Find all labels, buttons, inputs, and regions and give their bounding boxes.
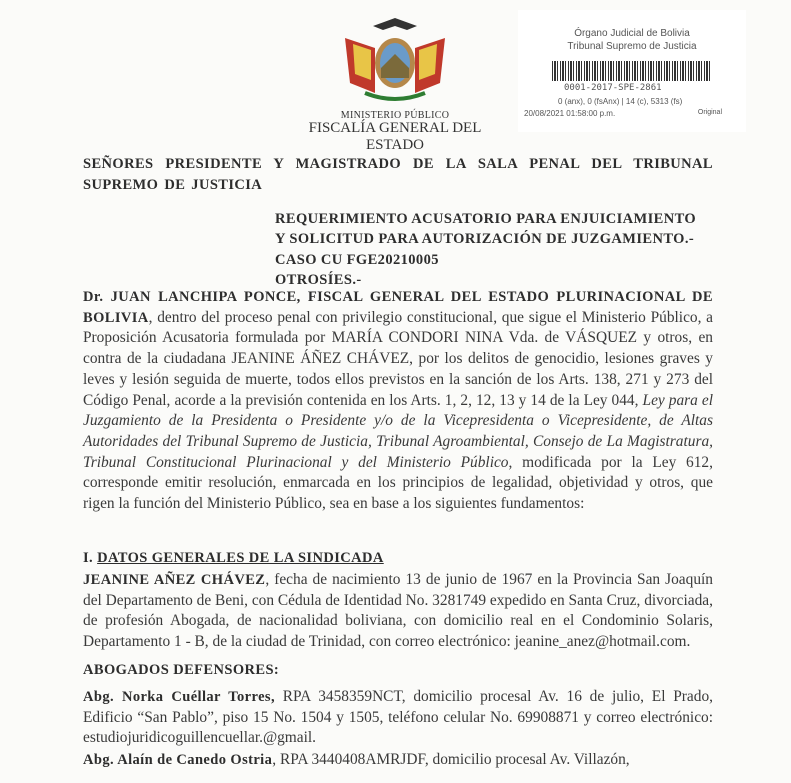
filing-stamp — [518, 10, 746, 132]
stamp-line-2: Tribunal Supremo de Justicia — [567, 41, 697, 52]
stamp-status: Original — [697, 109, 722, 116]
subject-line: CASO CU FGE20210005 — [275, 251, 439, 268]
org-line-2: FISCALÍA GENERAL DEL ESTADO — [308, 120, 482, 153]
prosecutor-name: Dr. JUAN LANCHIPA PONCE, FISCAL GENERAL DEL ESTADO PLURINACIONAL DE BOLIVIA — [83, 289, 713, 326]
section-number: I. — [83, 550, 98, 566]
lawyer-name: Abg. Norka Cuéllar Torres, — [83, 689, 275, 705]
barcode-icon — [552, 61, 710, 81]
defendant-name: JEANINE AÑEZ CHÁVEZ — [83, 572, 266, 588]
section-1-heading — [83, 550, 384, 567]
intro-text: , dentro del proceso penal con privilegio constitucional, que sigue el Ministerio Público, a Proposición Acusatoria formulada por MARÍA CONDORI NINA Vda. de VÁSQUEZ y otros, en contra de la ciudadana JEANINE ÁÑEZ CHÁVEZ, por los delitos de genocidio, lesiones graves y leves y lesión seguida de muerte, todos ellos previstos en la sanción de los Arts. 138, 271 y 273 del Código Penal, acorde a la previsión contenida en los Arts. 1, 2, 12, 13 y 14 de la Ley 044, — [83, 308, 713, 409]
stamp-counts: 0 (anx), 0 (fsAnx) | 14 (c), 5313 (fs) — [558, 97, 683, 106]
defendant-paragraph — [83, 570, 713, 653]
defense-heading: ABOGADOS DEFENSORES: — [83, 662, 280, 678]
section-title: DATOS GENERALES DE LA SINDICADA — [97, 550, 384, 566]
stamp-datetime: 20/08/2021 01:58:00 p.m. — [524, 109, 616, 118]
subject-line: Y SOLICITUD PARA AUTORIZACIÓN DE JUZGAMIENTO.- — [275, 231, 695, 248]
lawyer-paragraph — [83, 750, 713, 771]
subject-block — [275, 209, 696, 290]
subject-line: OTROSÍES.- — [275, 271, 362, 288]
law-title: Ley para el Juzgamiento de la Presidenta o Presidente y/o de la Vicepresidenta o Vicepresidente, de Altas Autoridades del Tribunal Supremo de Justicia, Tribunal Agroambiental, Consejo de La Magistratura, Tribunal Constitucional Plurinacional y del Ministerio Público — [83, 391, 714, 471]
lawyer-text: , RPA 3440408AMRJDF, domicilio procesal Av. Villazón, — [272, 751, 630, 768]
lawyer-name: Abg. Alaín de Canedo Ostria — [83, 752, 273, 768]
lawyer-text: RPA 3458359NCT, domicilio procesal Av. 16 de julio, El Prado, Edificio “San Pablo”, piso 15 No. 1504 y 1505, teléfono celular No. 69908871 y correo electrónico: estudiojuridicoguillencuellar.@gmail. — [83, 688, 713, 747]
subject-line: REQUERIMIENTO ACUSATORIO PARA ENJUICIAMIENTO — [275, 211, 697, 227]
org-line-1: MINISTERIO PÚBLICO — [340, 110, 450, 121]
intro-paragraph — [83, 287, 713, 515]
lawyer-paragraph — [83, 687, 713, 749]
intro-text-2: , modificada por la Ley 612, corresponde emitir resolución, enmarcada en los principios de legalidad, objetividad y otros, que rigen la función del Ministerio Público, sea en base a los siguientes fundamentos: — [83, 453, 713, 513]
defendant-text: , fecha de nacimiento 13 de junio de 1967 en la Provincia San Joaquín del Departamento de Beni, con Cédula de Identidad No. 3281749 expedido en Santa Cruz, divorciada, de profesión Abogada, de nacionalidad boliviana, con domicilio real en el Condominio Solaris, Departamento 1 - B, de la ciudad de Trinidad, con correo electrónico: jeanine_anez@hotmail.com. — [83, 571, 714, 651]
stamp-line-1: Órgano Judicial de Bolivia — [574, 28, 690, 39]
addressee: SEÑORES PRESIDENTE Y MAGISTRADO DE LA SALA PENAL DEL TRIBUNAL SUPREMO DE JUSTICIA — [83, 156, 713, 193]
coat-of-arms-icon — [335, 8, 455, 108]
stamp-code: 0001-2017-SPE-2861 — [564, 83, 662, 93]
